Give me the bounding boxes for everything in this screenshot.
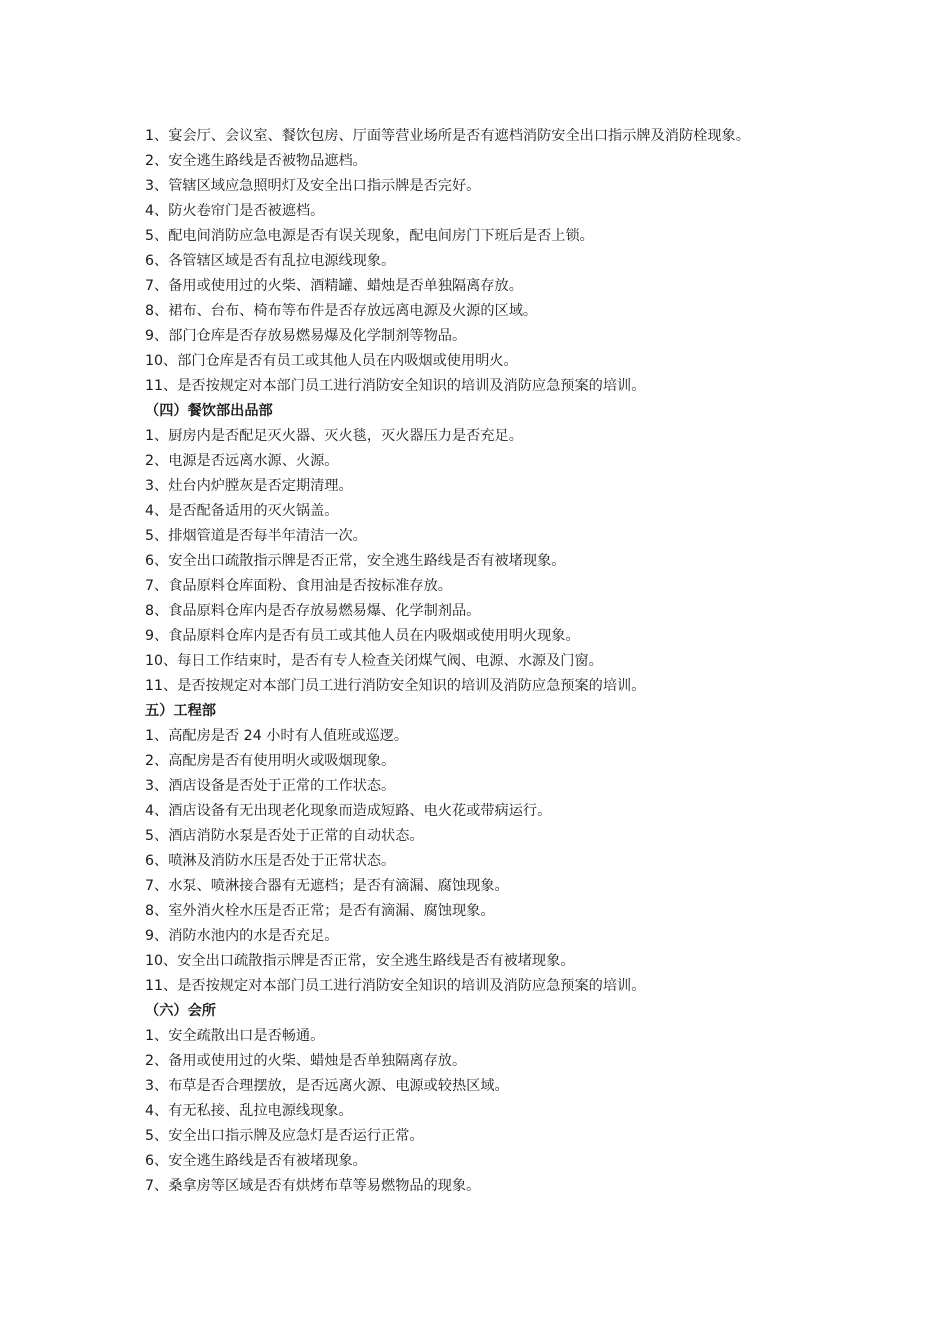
- list-item: 5、配电间消防应急电源是否有误关现象，配电间房门下班后是否上锁。: [145, 228, 594, 244]
- list-item: 7、备用或使用过的火柴、酒精罐、蜡烛是否单独隔离存放。: [145, 278, 523, 294]
- list-item: 1、高配房是否 24 小时有人值班或巡逻。: [145, 728, 409, 744]
- list-item: 6、各管辖区域是否有乱拉电源线现象。: [145, 253, 396, 269]
- list-item: 11、是否按规定对本部门员工进行消防安全知识的培训及消防应急预案的培训。: [145, 978, 646, 994]
- list-item: 8、室外消火栓水压是否正常；是否有滴漏、腐蚀现象。: [145, 903, 495, 919]
- document-body: [145, 124, 815, 1199]
- list-item: 6、安全逃生路线是否有被堵现象。: [145, 1153, 367, 1169]
- list-item: 5、酒店消防水泵是否处于正常的自动状态。: [145, 828, 424, 844]
- list-item: 4、防火卷帘门是否被遮档。: [145, 203, 325, 219]
- list-item: 11、是否按规定对本部门员工进行消防安全知识的培训及消防应急预案的培训。: [145, 678, 646, 694]
- list-item: 2、备用或使用过的火柴、蜡烛是否单独隔离存放。: [145, 1053, 467, 1069]
- list-item: 8、裙布、台布、椅布等布件是否存放远离电源及火源的区域。: [145, 303, 538, 319]
- list-item: 5、排烟管道是否每半年清洁一次。: [145, 528, 367, 544]
- list-item: 9、食品原料仓库内是否有员工或其他人员在内吸烟或使用明火现象。: [145, 628, 580, 644]
- list-item: 9、部门仓库是否存放易燃易爆及化学制剂等物品。: [145, 328, 467, 344]
- list-item: 3、酒店设备是否处于正常的工作状态。: [145, 778, 396, 794]
- list-item: 10、每日工作结束时，是否有专人检查关闭煤气阀、电源、水源及门窗。: [145, 653, 603, 669]
- list-item: 7、桑拿房等区域是否有烘烤布草等易燃物品的现象。: [145, 1178, 481, 1194]
- list-item: 2、安全逃生路线是否被物品遮档。: [145, 153, 367, 169]
- list-item: 1、厨房内是否配足灭火器、灭火毯，灭火器压力是否充足。: [145, 428, 523, 444]
- list-item: 6、喷淋及消防水压是否处于正常状态。: [145, 853, 396, 869]
- list-item: 9、消防水池内的水是否充足。: [145, 928, 339, 944]
- list-item: 7、食品原料仓库面粉、食用油是否按标准存放。: [145, 578, 452, 594]
- list-item: 10、安全出口疏散指示牌是否正常，安全逃生路线是否有被堵现象。: [145, 953, 575, 969]
- list-item: 1、宴会厅、会议室、餐饮包房、厅面等营业场所是否有遮档消防安全出口指示牌及消防栓现象。: [145, 128, 750, 144]
- section-heading: （四）餐饮部出品部: [145, 403, 273, 419]
- list-item: 3、管辖区域应急照明灯及安全出口指示牌是否完好。: [145, 178, 481, 194]
- section-heading: 五）工程部: [145, 703, 216, 719]
- section-heading: （六）会所: [145, 1003, 216, 1019]
- list-item: 3、灶台内炉膛灰是否定期清理。: [145, 478, 353, 494]
- list-item: 2、电源是否远离水源、火源。: [145, 453, 339, 469]
- list-item: 4、是否配备适用的灭火锅盖。: [145, 503, 339, 519]
- list-item: 2、高配房是否有使用明火或吸烟现象。: [145, 753, 396, 769]
- list-item: 1、安全疏散出口是否畅通。: [145, 1028, 325, 1044]
- list-item: 4、酒店设备有无出现老化现象而造成短路、电火花或带病运行。: [145, 803, 552, 819]
- list-item: 10、部门仓库是否有员工或其他人员在内吸烟或使用明火。: [145, 353, 518, 369]
- list-item: 7、水泵、喷淋接合器有无遮档；是否有滴漏、腐蚀现象。: [145, 878, 509, 894]
- list-item: 4、有无私接、乱拉电源线现象。: [145, 1103, 353, 1119]
- list-item: 3、布草是否合理摆放，是否远离火源、电源或较热区域。: [145, 1078, 509, 1094]
- list-item: 6、安全出口疏散指示牌是否正常，安全逃生路线是否有被堵现象。: [145, 553, 566, 569]
- list-item: 11、是否按规定对本部门员工进行消防安全知识的培训及消防应急预案的培训。: [145, 378, 646, 394]
- list-item: 5、安全出口指示牌及应急灯是否运行正常。: [145, 1128, 424, 1144]
- list-item: 8、食品原料仓库内是否存放易燃易爆、化学制剂品。: [145, 603, 481, 619]
